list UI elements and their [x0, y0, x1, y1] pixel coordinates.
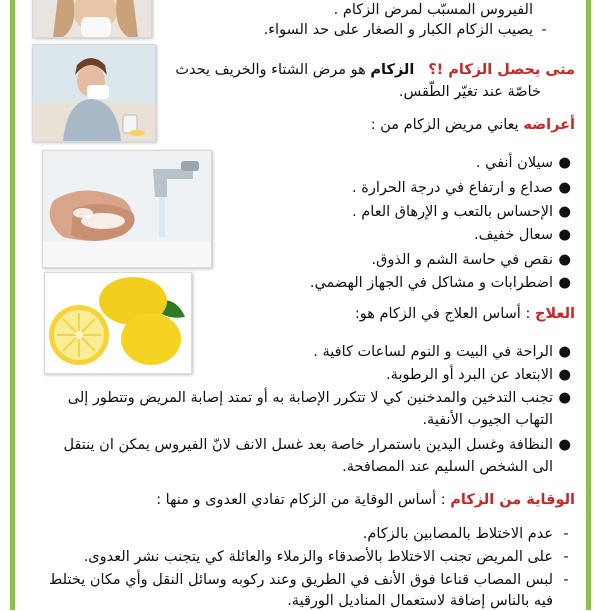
treatment-title-line [355, 304, 575, 324]
list-item [352, 202, 575, 222]
list-item-text: على المريض تجنب الاختلاط بالأصدقاء والزملاء والعائلة كي يتجنب نشر العدوى. [83, 549, 553, 565]
list-item [363, 524, 575, 544]
list-item-text: الإحساس بالتعب و الإرهاق العام . [352, 204, 553, 220]
list-item-continuation [287, 591, 575, 611]
list-item-text: تجنب التدخين والمدخنين كي لا تتكرر الإصابة به أو تمتد إصابة المريض وتتطور إلى [67, 390, 553, 406]
symptoms-section [255, 115, 575, 295]
list-item-text: فيه بالناس إضافة لاستعمال المناديل الورقية. [287, 593, 553, 609]
hand-washing-photo [42, 150, 212, 268]
intro-line-2 [264, 20, 555, 40]
sick-woman-tissue-photo [32, 44, 156, 142]
list-item-text: الراحة في البيت و النوم لساعات كافية . [313, 344, 553, 360]
dash-marker: - [563, 526, 569, 542]
list-item [474, 225, 575, 245]
list-item [68, 388, 575, 408]
list-item [352, 178, 575, 198]
woman-blowing-nose-photo [32, 0, 152, 38]
prevention-title-line [156, 490, 575, 510]
list-item [372, 250, 575, 270]
list-item-text: صداع و ارتفاع في درجة الحرارة . [352, 180, 553, 196]
list-item-text: التهاب الجيوب الأنفية. [422, 412, 553, 428]
bullet-icon: ● [558, 180, 571, 196]
list-item [310, 273, 575, 293]
list-item [476, 153, 575, 173]
list-item-text: عدم الاختلاط بالمصابين بالزكام. [362, 526, 553, 542]
list-item-text: الى الشخص السليم عند المصافحة. [342, 459, 553, 475]
bullet-icon: ● [558, 344, 571, 360]
treatment-heading: العلاج [534, 306, 575, 322]
list-item-text: الابتعاد عن البرد أو الرطوبة. [386, 367, 553, 383]
prevention-intro: : أساس الوقاية من الزكام تفادي العدوى و منها : [156, 492, 451, 508]
bullet-icon: ● [558, 252, 571, 268]
dash-marker: - [563, 572, 569, 588]
list-item-text: النظافة وغسل اليدين باستمرار خاصة بعد غسل الانف لانّ الفيروس يمكن ان ينتقل [63, 437, 553, 453]
when-text: هو مرض الشتاء والخريف يحدث [175, 62, 371, 78]
bullet-icon: ● [558, 390, 571, 406]
symptoms-heading: أعراضه [523, 117, 575, 133]
symptoms-intro: يعاني مريض الزكام من : [370, 117, 524, 133]
list-item [49, 570, 575, 590]
list-item-continuation [422, 410, 575, 430]
when-line-2: خاصّة عند تغيّر الطّقس. [398, 84, 541, 100]
bullet-icon: ● [558, 275, 571, 291]
dash-marker: - [563, 549, 569, 565]
prevention-heading: الوقاية من الزكام [450, 492, 575, 508]
list-item [313, 342, 575, 362]
list-item [386, 365, 575, 385]
list-item-text: سيلان أنفي . [475, 155, 553, 171]
bullet-icon: ● [558, 437, 571, 453]
when-line-1 [175, 60, 575, 80]
dash-marker: - [541, 22, 547, 38]
symptoms-title-line [371, 115, 575, 135]
when-keyword: الزكام [370, 62, 415, 78]
bullet-icon: ● [558, 204, 571, 220]
prevention-section [15, 490, 575, 610]
bullet-icon: ● [558, 227, 571, 243]
intro-line-2-text: يصيب الزكام الكبار و الصغار على حد السواء. [263, 22, 533, 38]
right-green-border [586, 0, 591, 610]
list-item-text: نقص في حاسة الشم و الذوق. [371, 252, 553, 268]
intro-line-1: الفيروس المسبّب لمرض الزكام . [333, 2, 533, 18]
list-item-text: اضطرابات و مشاكل في الجهاز الهضمي. [309, 275, 553, 291]
bullet-icon: ● [558, 155, 571, 171]
list-item-text: سعال خفيف. [474, 227, 553, 243]
list-item-text: لبس المصاب قناعا فوق الأنف في الطريق وعند ركوبه وسائل النقل وأي مكان يختلط [48, 572, 553, 588]
when-section [155, 60, 575, 102]
list-item-continuation [342, 457, 575, 477]
treatment-section [15, 304, 575, 474]
intro-section [165, 0, 555, 40]
when-heading: متى يحصل الزكام !؟ [428, 62, 575, 78]
bullet-icon: ● [558, 367, 571, 383]
list-item [63, 435, 575, 455]
treatment-intro: : أساس العلاج في الزكام هو: [354, 306, 531, 322]
list-item [84, 547, 575, 567]
